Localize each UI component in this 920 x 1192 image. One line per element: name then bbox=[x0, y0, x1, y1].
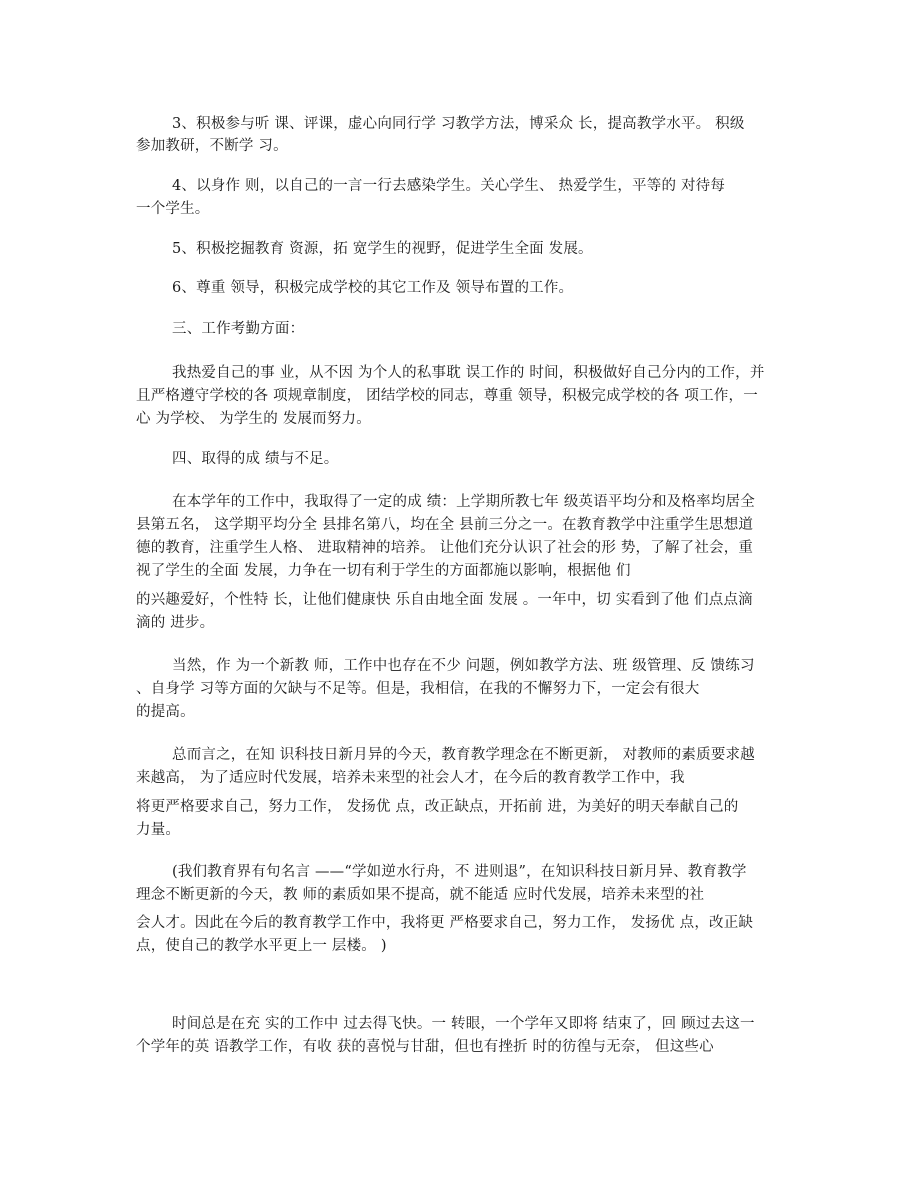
text-line: 一个学生。 bbox=[136, 201, 210, 217]
text-line: 的兴趣爱好，个性特 长，让他们健康快 乐自由地全面 发展 。一年中，切 实看到了他 们点点滴 bbox=[136, 592, 753, 608]
text-line: 参加教研，不断学 习。 bbox=[136, 138, 288, 154]
text-line: 点，使自己的教学水平更上一 层楼。 ) bbox=[136, 938, 387, 954]
section-heading: 三、工作考勤方面： bbox=[172, 321, 305, 337]
text-line: 4、以身作 则，以自己的一言一行去感染学生。关心学生、 热爱学生，平等的 对待每 bbox=[172, 178, 726, 194]
text-line: 个学年的英 语教学工作，有收 获的喜悦与甘甜，但也有挫折 时的彷徨与无奈， 但这些心 bbox=[136, 1039, 714, 1055]
text-line: 我热爱自己的事 业，从不因 为个人的私事耽 误工作的 时间，积极做好自己分内的工作，并 bbox=[172, 365, 765, 381]
text-line: 的提高。 bbox=[136, 704, 195, 720]
text-line: 力量。 bbox=[136, 822, 181, 838]
text-line: 且严格遵守学校的各 项规章制度， 团结学校的同志，尊重 领导，积极完成学校的各 项工作，一 bbox=[136, 388, 758, 404]
text-line: 3、积极参与听 课、评课，虚心向同行学 习教学方法，博采众 长，提高教学水平。 积级 bbox=[172, 116, 745, 132]
text-line: 总而言之，在知 识科技日新月异的今天，教育教学理念在不断更新， 对教师的素质要求越 bbox=[172, 747, 755, 763]
text-line: 心 为学校、 为学生的 发展而努力。 bbox=[136, 411, 371, 427]
text-line: 会人才。因此在今后的教育教学工作中，我将更 严格要求自己，努力工作， 发扬优 点，改正缺 bbox=[136, 915, 754, 931]
text-line: 来越高， 为了适应时代发展，培养未来型的社会人才，在今后的教育教学工作中，我 bbox=[136, 770, 685, 786]
section-heading: 四、取得的成 绩与不足。 bbox=[172, 451, 339, 467]
text-line: 当然，作 为一个新教 师，工作中也存在不少 问题，例如教学方法、班 级管理、反 馈练习 bbox=[172, 658, 755, 674]
text-line: 时间总是在充 实的工作中 过去得飞快。一 转眼，一个学年又即将 结束了，回 顾过去这一 bbox=[172, 1016, 755, 1032]
text-line: 6、尊重 领导，积极完成学校的其它工作及 领导布置的工作。 bbox=[172, 280, 574, 296]
text-line: 、自身学 习等方面的欠缺与不足等。但是，我相信，在我的不懈努力下，一定会有很大 bbox=[136, 681, 700, 697]
text-line: 滴的 进步。 bbox=[136, 615, 215, 631]
text-line: 德的教育，注重学生人格、 进取精神的培养。 让他们充分认识了社会的形 势，了解了社会，重 bbox=[136, 540, 754, 556]
text-line: 在本学年的工作中，我取得了一定的成 绩：上学期所教七年 级英语平均分和及格率均居全 bbox=[172, 494, 755, 510]
text-line: (我们教育界有句名言 ——“学如逆水行舟，不 进则退”，在知识科技日新月异、教育教学 bbox=[172, 864, 747, 880]
text-line: 将更严格要求自己，努力工作， 发扬优 点，改正缺点，开拓前 进，为美好的明天奉献自己的 bbox=[136, 799, 739, 815]
text-line: 5、积极挖掘教育 资源，拓 宽学生的视野，促进学生全面 发展。 bbox=[172, 241, 593, 257]
text-line: 县第五名， 这学期平均分全 县排名第八，均在全 县前三分之一。在教育教学中注重学生思想道 bbox=[136, 517, 754, 533]
text-line: 视了学生的全面 发展，力争在一切有利于学生的方面都施以影响，根据他 们 bbox=[136, 563, 631, 579]
text-line: 理念不断更新的今天，教 师的素质如果不提高，就不能适 应时代发展，培养未来型的社 bbox=[136, 887, 705, 903]
